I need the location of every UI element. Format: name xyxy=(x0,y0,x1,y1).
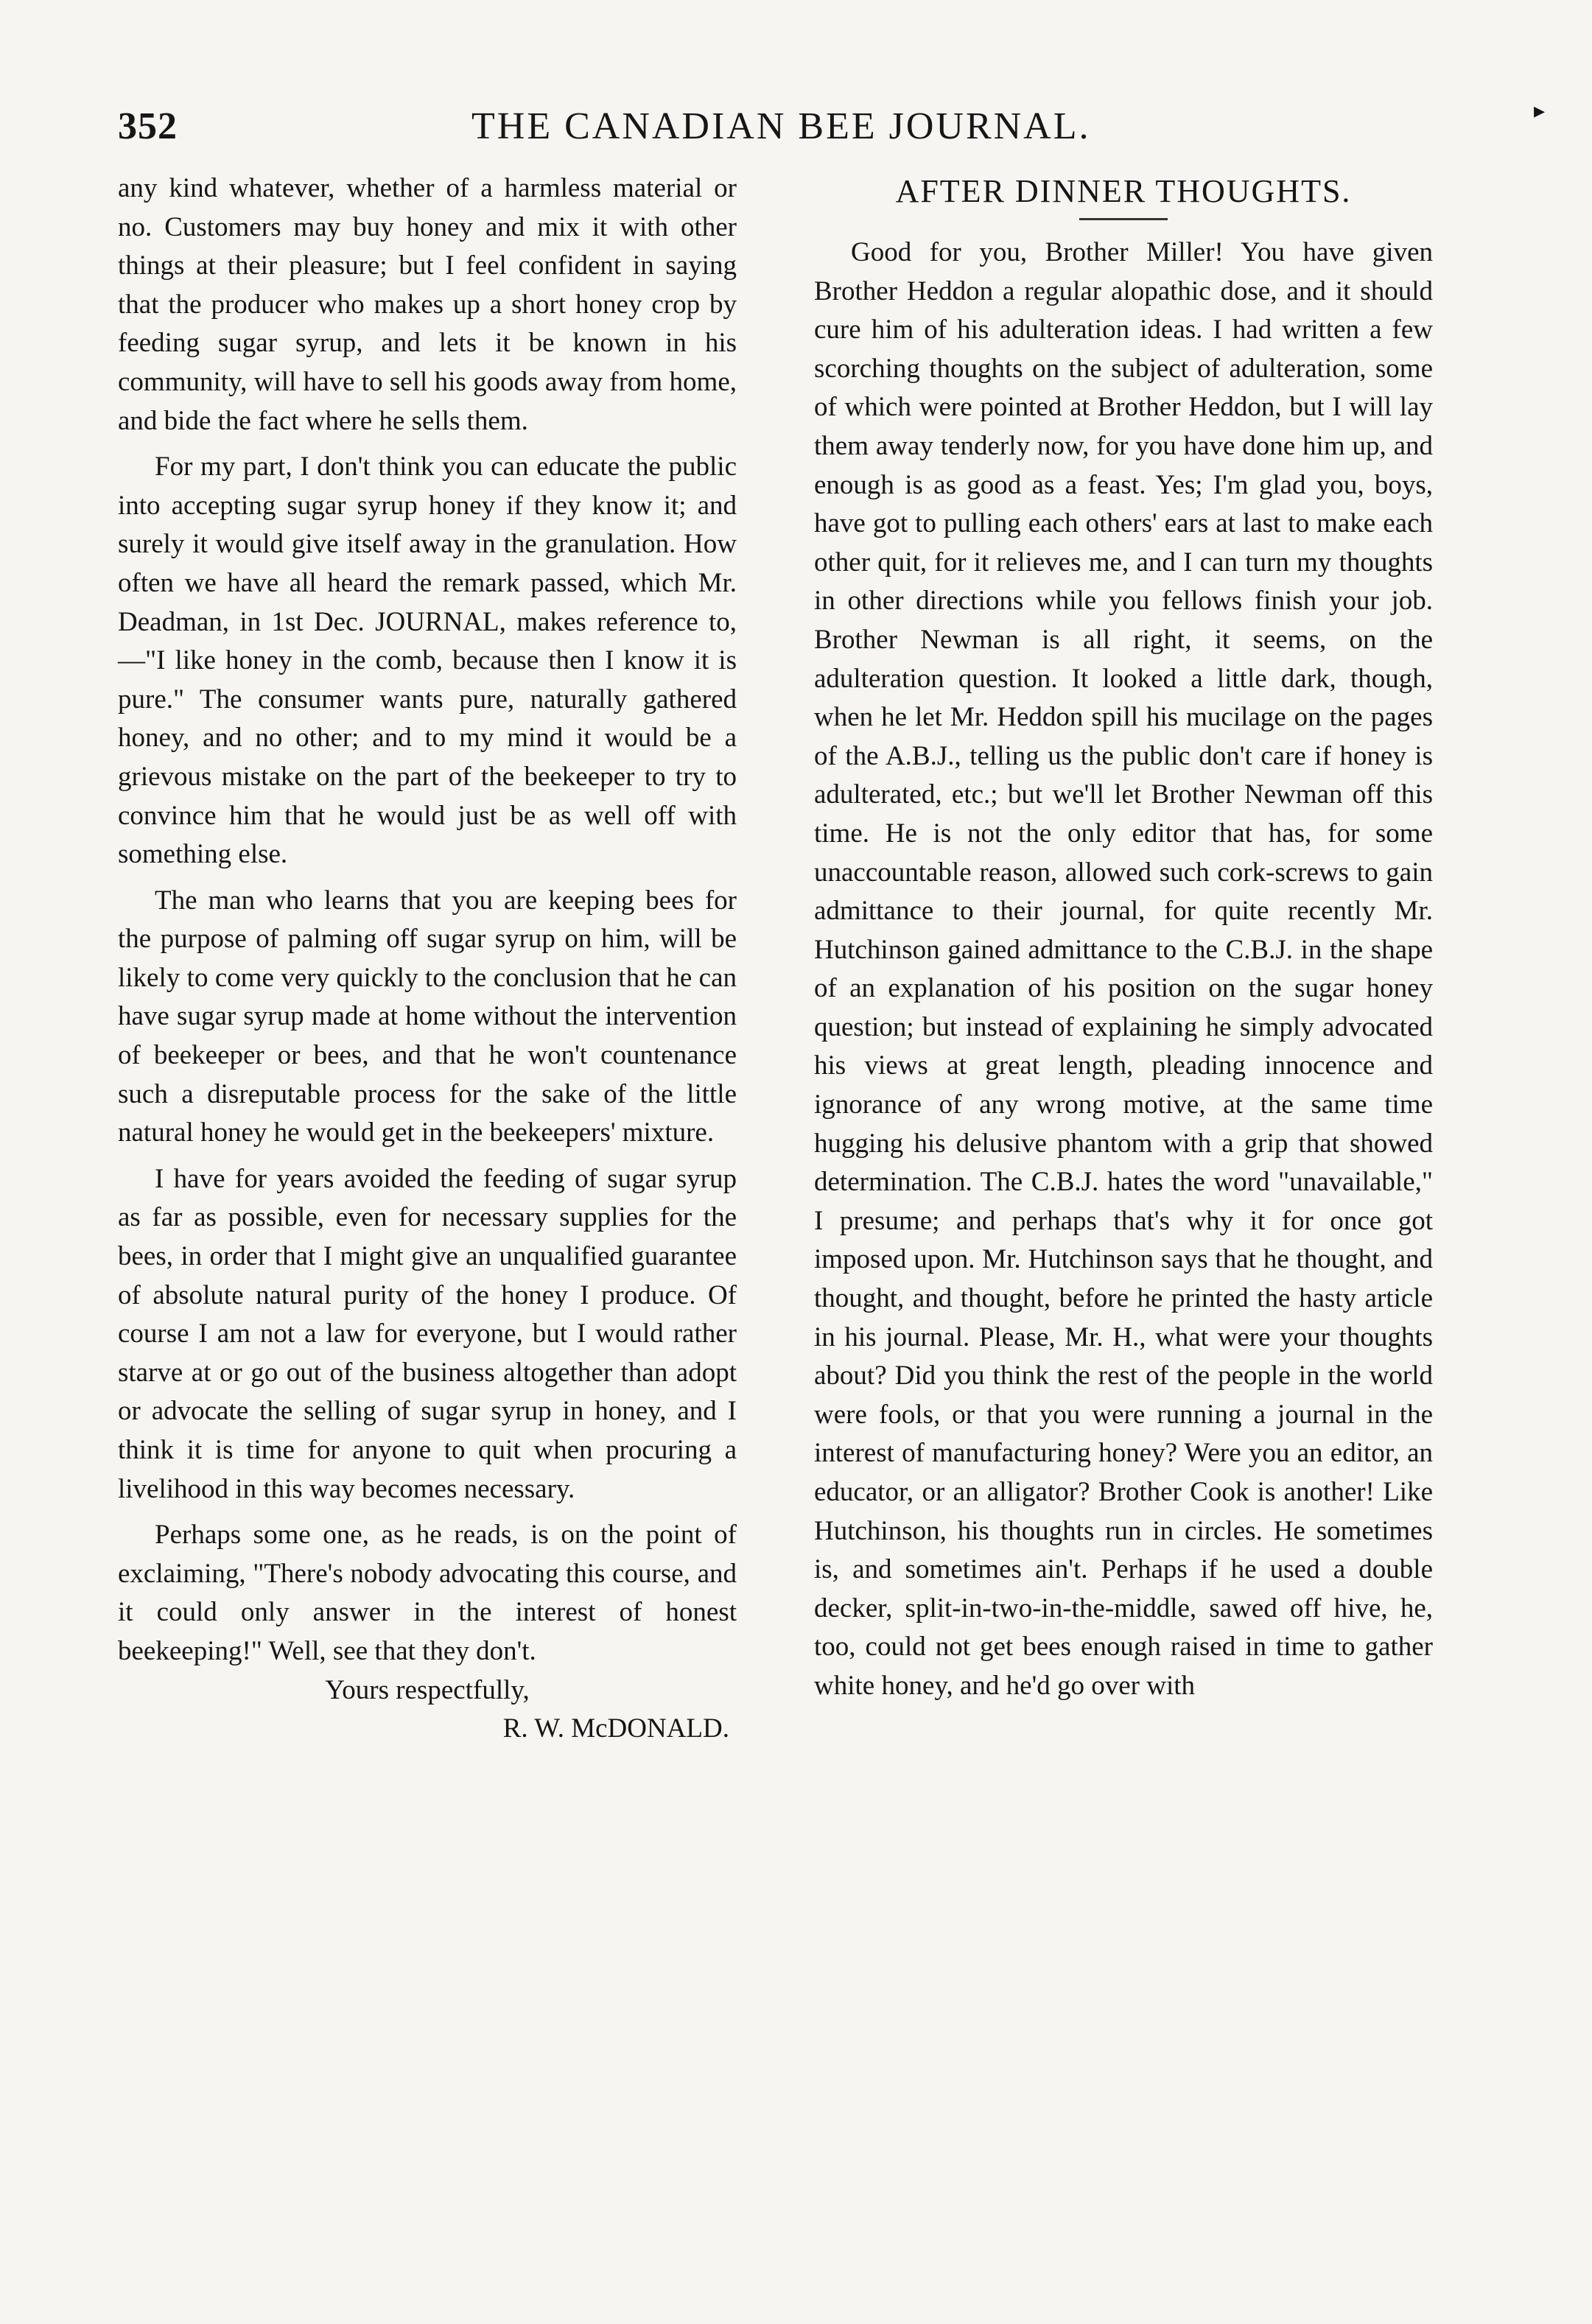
corner-arrow-mark: ▸ xyxy=(1534,98,1546,124)
article-title: AFTER DINNER THOUGHTS. xyxy=(895,173,1352,209)
page-number: 352 xyxy=(118,105,178,147)
letter-closing: Yours respectfully, xyxy=(325,1674,530,1705)
paragraph: any kind whatever, whether of a harmless material or no. Customers may buy honey and mix it with other things at their pleasure; but I feel confident in saying that the producer who makes up a short honey crop by feeding sugar syrup, and lets it be known in his community, will have to sell his goods away from home, and bide the fact where he sells them. xyxy=(118,173,737,436)
paragraph: For my part, I don't think you can educate the public into accepting sugar syrup honey if they know it; and surely it would give itself away in the granulation. How often we have all heard the remark passed, which Mr. Deadman, in 1st Dec. JOURNAL, makes reference to,—"I like honey in the comb, because then I know it is pure." The consumer wants pure, naturally gathered honey, and no other; and to my mind it would be a grievous mistake on the part of the beekeeper to try to convince him that he would just be as well off with something else. xyxy=(118,452,737,870)
paragraph: Good for you, Brother Miller! You have given Brother Heddon a regular alopathic dose, and it should cure him of his adulteration ideas. I had written a few scorching thoughts on the subject of adulteration, some of which were pointed at Brother Heddon, but I will lay them away tenderly now, for you have done him up, and enough is as good as a feast. Yes; I'm glad you, boys, have got to pulling each others' ears at last to make each other quit, for it relieves me, and I can turn my thoughts in other directions while you fellows finish your job. Brother Newman is all right, it seems, on the adulteration question. It looked a little dark, though, when he let Mr. Heddon spill his mucilage on the pages of the A.B.J., telling us the public don't care if honey is adulterated, etc.; but we'll let Brother Newman off this time. He is not the only editor that has, for some unaccountable reason, allowed such cork-screws to gain admittance to their journal, for quite recently Mr. Hutchinson gained admittance to the C.B.J. in the shape of an explanation of his position on the sugar honey question; but instead of explaining he simply advocated his views at great length, pleading innocence and ignorance of any wrong motive, at the same time hugging his delusive phantom with a grip that showed determination. The C.B.J. hates the word "unavailable," I presume; and perhaps that's why it for once got imposed upon. Mr. Hutchinson says that he thought, and thought, and thought, before he printed the hasty article in his journal. Please, Mr. H., what were your thoughts about? Did you think the rest of the people in the world were fools, or that you were running a journal in the interest of manufacturing honey? Were you an editor, an educator, or an alligator? Brother Cook is another! Like Hutchinson, his thoughts run in circles. He sometimes is, and sometimes ain't. Perhaps if he used a double decker, split-in-two-in-the-middle, sawed off hive, he, too, could not get bees enough raised in time to gather white honey, and he'd go over with xyxy=(814,237,1433,1701)
paragraph: The man who learns that you are keeping bees for the purpose of palming off sugar syrup on him, will be likely to come very quickly to the conclusion that he can have sugar syrup made at home without the intervention of beekeeper or bees, and that he won't countenance such a disreputable process for the sake of the little natural honey he would get in the beekeepers' mixture. xyxy=(118,885,737,1148)
title-rule xyxy=(1079,218,1168,220)
letter-signature: R. W. McDONALD. xyxy=(502,1713,729,1744)
paragraph: I have for years avoided the feeding of sugar syrup as far as possible, even for necessary supplies for the bees, in order that I might give an unqualified guarantee of absolute natural purity of the honey I produce. Of course I am not a law for everyone, but I would rather starve at or go out of the business altogether than adopt or advocate the selling of sugar syrup in honey, and I think it is time for anyone to quit when procuring a livelihood in this way becomes necessary. xyxy=(118,1163,737,1504)
right-column xyxy=(814,169,1433,1706)
paragraph: Perhaps some one, as he reads, is on the point of exclaiming, "There's nobody advocating this course, and it could only answer in the interest of honest beekeeping!" Well, see that they don't. xyxy=(118,1520,737,1666)
running-head-title: THE CANADIAN BEE JOURNAL. xyxy=(471,105,1091,147)
left-column xyxy=(118,169,737,1749)
page-header xyxy=(118,105,1518,158)
